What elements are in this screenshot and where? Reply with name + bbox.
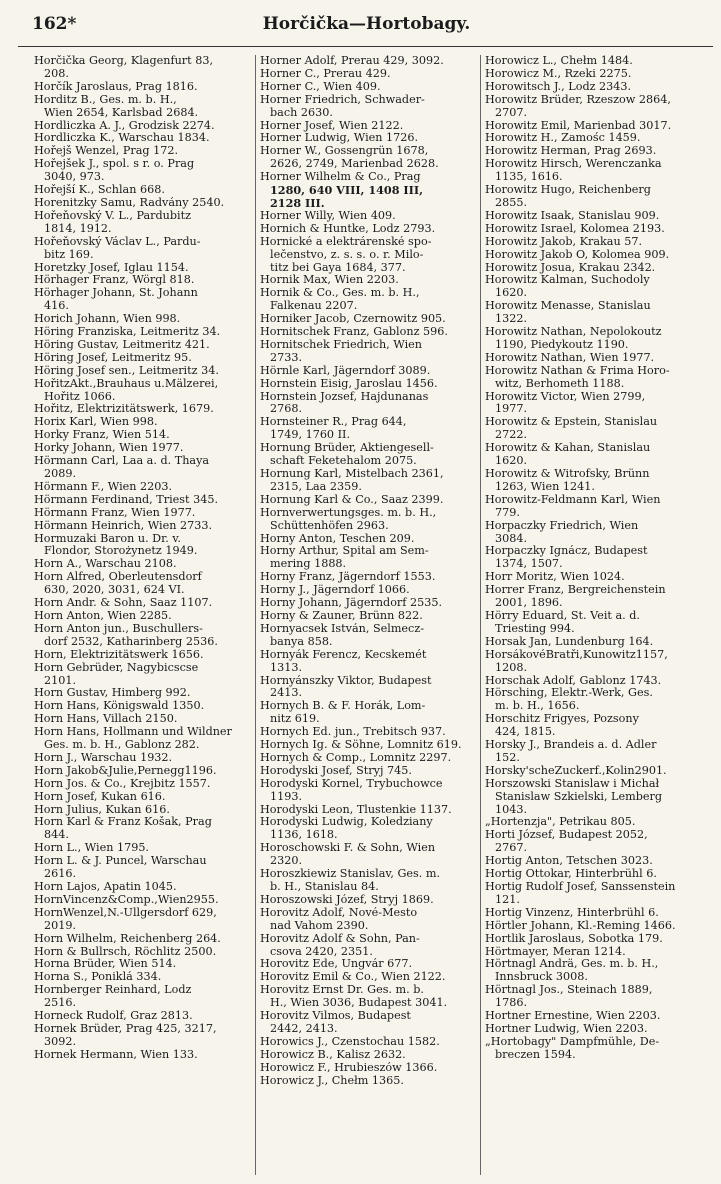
directory-entry-line: Horovitz Vilmos, Budapest — [260, 1010, 411, 1023]
entry-continuation-line: Innsbruck 3008. — [495, 971, 588, 984]
directory-entry-line: Höring Josef sen., Leitmeritz 34. — [34, 364, 219, 377]
directory-entry-line: Horowitz Isaak, Stanislau 909. — [485, 209, 660, 222]
directory-entry-line: Horn Jakob&Julie,Pernegg1196. — [34, 764, 217, 777]
directory-entry-line: Horny & Zauner, Brünn 822. — [260, 609, 423, 622]
directory-entry-line: Hornung Brüder, Aktiengesell- — [260, 442, 434, 455]
entry-continuation-line: 1263, Wien 1241. — [495, 480, 595, 493]
directory-entry-line: Hörtmayer, Meran 1214. — [485, 945, 626, 958]
directory-entry-line: Horn Jos. & Co., Krejbitz 1557. — [34, 777, 211, 790]
entry-continuation-line: breczen 1594. — [495, 1048, 576, 1061]
entry-continuation-line: 1280, 640 VIII, 1408 III, — [270, 184, 423, 197]
directory-entry-line: Horn Hans, Hollmann und Wildner — [34, 726, 232, 739]
directory-entry-line: Horsky'scheZuckerf.,Kolin2901. — [485, 764, 667, 777]
directory-entry-line: Horowitz & Epstein, Stanislau — [485, 416, 658, 429]
directory-entry-line: Hornek Hermann, Wien 133. — [34, 1048, 198, 1061]
directory-entry-line: Horny J., Jägerndorf 1066. — [260, 584, 410, 597]
directory-entry-line: Horn Gustav, Himberg 992. — [34, 687, 191, 700]
directory-entry-line: Horn Anton jun., Buschullers- — [34, 622, 203, 635]
directory-entry-line: Horn J., Warschau 1932. — [34, 751, 173, 764]
directory-entry-line: Horodyski Leon, Tlustenkie 1137. — [260, 803, 452, 816]
directory-entry-line: Höring Gustav, Leitmeritz 421. — [34, 338, 210, 351]
entry-continuation-line: 2128 III. — [270, 196, 325, 210]
directory-entry-line: Hornung Karl & Co., Saaz 2399. — [260, 493, 444, 506]
directory-entry-line: Horschak Adolf, Gablonz 1743. — [485, 674, 662, 687]
directory-entry-line: Horsak Jan, Lundenburg 164. — [485, 635, 654, 648]
entry-continuation-line: 1977. — [495, 403, 528, 416]
directory-entry-line: Horrer Franz, Bergreichenstein — [485, 584, 666, 597]
directory-entry-line: Horky Johann, Wien 1977. — [34, 442, 184, 455]
directory-entry-line: Horr Moritz, Wien 1024. — [485, 571, 625, 584]
directory-entry-line: Hornsteiner R., Prag 644, — [260, 416, 407, 429]
directory-entry-line: Horpaczky Friedrich, Wien — [485, 519, 639, 532]
directory-entry-line: Hörsching, Elektr.-Werk, Ges. — [485, 687, 653, 700]
directory-entry-line: Hornych & Comp., Lomnitz 2297. — [260, 751, 452, 764]
entry-continuation-line: 1814, 1912. — [44, 222, 112, 235]
directory-entry-line: Horodyski Ludwig, Koledziany — [260, 816, 433, 829]
directory-entry-line: Hornyánszky Viktor, Budapest — [260, 674, 432, 687]
entry-continuation-line: Falkenau 2207. — [270, 300, 358, 313]
directory-entry-line: Horschitz Frigyes, Pozsony — [485, 713, 639, 726]
directory-entry-line: Hornik Max, Wien 2203. — [260, 274, 399, 287]
directory-entry-line: Horny Franz, Jägerndorf 1553. — [260, 571, 436, 584]
entry-continuation-line: 2855. — [495, 196, 528, 209]
directory-entry-line: Hörmann Carl, Laa a. d. Thaya — [34, 455, 210, 468]
directory-entry-line: Horn L. & J. Puncel, Warschau — [34, 855, 207, 868]
directory-entry-line: Hortig Anton, Tetschen 3023. — [485, 855, 653, 868]
directory-entry-line: Hortig Vinzenz, Hinterbrühl 6. — [485, 906, 659, 919]
directory-entry-line: Hörmann F., Wien 2203. — [34, 480, 173, 493]
directory-entry-line: Horner W., Gossengrün 1678, — [260, 145, 429, 158]
entry-continuation-line: 2442, 2413. — [270, 1022, 338, 1035]
directory-entry-line: Horowitz Kalman, Suchodoly — [485, 274, 650, 287]
header-rule — [18, 46, 713, 47]
directory-entry-line: Horodyski Kornel, Trybuchowce — [260, 777, 443, 790]
directory-entry-line: Hortig Rudolf Josef, Sanssenstein — [485, 881, 676, 893]
directory-entry-line: Horner C., Prerau 429. — [260, 67, 391, 80]
entry-continuation-line: 2101. — [44, 674, 77, 687]
directory-entry-line: Horner C., Wien 409. — [260, 80, 381, 93]
entry-continuation-line: 2413. — [270, 687, 303, 700]
directory-entry-line: Horowics J., Czenstochau 1582. — [260, 1035, 440, 1048]
entry-continuation-line: Triesting 994. — [495, 622, 575, 635]
directory-entry-line: Horowitz Nathan, Wien 1977. — [485, 351, 655, 364]
directory-entry-line: Horovitz Adolf, Nové-Mesto — [260, 906, 418, 919]
directory-entry-line: Horowitsch J., Lodz 2343. — [485, 80, 632, 93]
directory-entry-line: Horowitz Nathan & Frima Horo- — [485, 364, 670, 377]
page-header — [24, 14, 709, 40]
column-right — [480, 55, 705, 1175]
directory-entry-line: Horn Lajos, Apatin 1045. — [34, 881, 177, 893]
directory-entry-line: Hornické a elektrárenské spo- — [260, 235, 432, 248]
directory-entry-line: Horenitzky Samu, Radvány 2540. — [34, 196, 225, 209]
entry-continuation-line: dorf 2532, Katharinberg 2536. — [44, 635, 218, 648]
directory-entry-line: Hörhager Franz, Wörgl 818. — [34, 274, 195, 287]
directory-entry-line: Hörtler Johann, Kl.-Reming 1466. — [485, 919, 676, 932]
directory-entry-line: Horowitz Josua, Krakau 2342. — [485, 261, 656, 274]
entry-continuation-line: Hořitz 1066. — [44, 390, 116, 403]
entry-continuation-line: Wien 2654, Karlsbad 2684. — [44, 106, 199, 119]
entry-continuation-line: nitz 619. — [270, 713, 320, 726]
directory-entry-line: Horny Johann, Jägerndorf 2535. — [260, 597, 442, 610]
directory-entry-line: Hornych Ig. & Söhne, Lomnitz 619. — [260, 739, 462, 752]
directory-entry-line: Hornych B. & F. Horák, Lom- — [260, 700, 426, 713]
entry-continuation-line: H., Wien 3036, Budapest 3041. — [270, 997, 448, 1010]
entry-continuation-line: bitz 169. — [44, 248, 94, 261]
directory-entry-line: Horowitz-Feldmann Karl, Wien — [485, 493, 661, 506]
directory-entry-line: Hořejšek J., spol. s r. o. Prag — [34, 158, 195, 171]
entry-continuation-line: 1322. — [495, 313, 528, 326]
directory-entry-line: Hornitschek Friedrich, Wien — [260, 338, 422, 351]
entry-continuation-line: schaft Feketehalom 2075. — [270, 455, 417, 468]
directory-entry-line: Horner Ludwig, Wien 1726. — [260, 132, 419, 145]
directory-entry-line: Horich Johann, Wien 998. — [34, 313, 181, 326]
entry-continuation-line: lečenstvo, z. s. s. o. r. Milo- — [270, 248, 424, 261]
directory-entry-line: Horoszkiewiz Stanislav, Ges. m. — [260, 868, 441, 881]
directory-entry-line: Hornung Karl, Mistelbach 2361, — [260, 468, 444, 480]
entry-continuation-line: m. b. H., 1656. — [495, 700, 580, 713]
directory-entry-line: Horn, Elektrizitätswerk 1656. — [34, 648, 204, 661]
directory-entry-line: Hořitz, Elektrizitätswerk, 1679. — [34, 403, 214, 416]
directory-entry-line: Horovitz Adolf & Sohn, Pan- — [260, 932, 420, 945]
directory-entry-line: Horowitz Jakob, Krakau 57. — [485, 235, 642, 248]
entry-continuation-line: 2722. — [495, 429, 528, 442]
entry-continuation-line: 152. — [495, 751, 520, 764]
page-number: 162* — [32, 14, 77, 34]
directory-entry-line: Hořeňovský V. L., Pardubitz — [34, 209, 191, 222]
directory-entry-line: Höring Josef, Leitmeritz 95. — [34, 351, 192, 364]
directory-entry-line: Horn Alfred, Oberleutensdorf — [34, 571, 202, 584]
entry-continuation-line: 424, 1815. — [495, 726, 556, 739]
entry-continuation-line: 2626, 2749, Marienbad 2628. — [270, 158, 439, 171]
directory-entry-line: Hornyacsek István, Selmecz- — [260, 622, 424, 635]
entry-continuation-line: 1190, Piedykoutz 1190. — [495, 338, 629, 351]
entry-continuation-line: 1749, 1760 II. — [270, 429, 351, 442]
column-middle — [255, 55, 480, 1175]
entry-continuation-line: titz bei Gaya 1684, 377. — [270, 261, 406, 274]
entry-continuation-line: b. H., Stanislau 84. — [270, 881, 379, 893]
directory-entry-line: Hormuzaki Baron u. Dr. v. — [34, 532, 181, 545]
directory-entry-line: Hörmann Franz, Wien 1977. — [34, 506, 196, 519]
entry-continuation-line: 1786. — [495, 997, 528, 1010]
entry-continuation-line: csova 2420, 2351. — [270, 945, 373, 958]
entry-continuation-line: 208. — [44, 67, 69, 80]
directory-entry-line: Horowicz L., Chełm 1484. — [485, 55, 633, 67]
directory-entry-line: Hornich & Huntke, Lodz 2793. — [260, 222, 436, 235]
directory-entry-line: Horowitz Israel, Kolomea 2193. — [485, 222, 665, 235]
directory-entry-line: Hornverwertungsges. m. b. H., — [260, 506, 437, 519]
directory-entry-line: HorsákovéBratři,Kunowitz1157, — [485, 648, 668, 661]
directory-entry-line: Horn Hans, Villach 2150. — [34, 713, 178, 726]
directory-entry-line: Horn Hans, Königswald 1350. — [34, 700, 205, 713]
entry-continuation-line: nad Vahom 2390. — [270, 919, 369, 932]
directory-entry-line: Hortig Ottokar, Hinterbrühl 6. — [485, 868, 657, 881]
directory-entry-line: Hornyák Ferencz, Kecskemét — [260, 648, 427, 661]
entry-continuation-line: 1620. — [495, 455, 528, 468]
directory-entry-line: Horn Wilhelm, Reichenberg 264. — [34, 932, 221, 945]
directory-entry-line: Horowitz Hugo, Reichenberg — [485, 184, 651, 197]
directory-entry-line: HořitzAkt.,Brauhaus u.Mälzerei, — [34, 377, 219, 390]
entry-continuation-line: 2516. — [44, 997, 77, 1010]
directory-entry-line: Hornych Ed. jun., Trebitsch 937. — [260, 726, 446, 739]
directory-entry-line: Horn Anton, Wien 2285. — [34, 609, 172, 622]
directory-entry-line: Horti József, Budapest 2052, — [485, 829, 648, 842]
directory-entry-line: Horny Anton, Teschen 209. — [260, 532, 415, 545]
directory-entry-line: Hornitschek Franz, Gablonz 596. — [260, 326, 448, 339]
directory-entry-line: Horneck Rudolf, Graz 2813. — [34, 1010, 193, 1023]
directory-entry-line: Hörnle Karl, Jägerndorf 3089. — [260, 364, 431, 377]
entry-continuation-line: 2315, Laa 2359. — [270, 480, 362, 493]
directory-entry-line: Horner Adolf, Prerau 429, 3092. — [260, 55, 444, 67]
directory-entry-line: Horner Friedrich, Schwader- — [260, 93, 425, 106]
directory-entry-line: „Hortobagy" Dampfmühle, De- — [485, 1035, 660, 1048]
directory-entry-line: Hörtnagl Jos., Steinach 1889, — [485, 984, 653, 997]
directory-entry-line: Hörmann Heinrich, Wien 2733. — [34, 519, 213, 532]
directory-entry-line: Horowitz H., Zamośc 1459. — [485, 132, 641, 145]
directory-entry-line: Horny Arthur, Spital am Sem- — [260, 545, 429, 558]
entry-continuation-line: Ges. m. b. H., Gablonz 282. — [44, 739, 200, 752]
entry-continuation-line: 2616. — [44, 868, 77, 881]
entry-continuation-line: witz, Berhometh 1188. — [495, 377, 625, 390]
directory-entry-line: Horowicz J., Chełm 1365. — [260, 1074, 404, 1087]
directory-entry-line: Horowitz & Kahan, Stanislau — [485, 442, 651, 455]
directory-entry-line: Horna Brüder, Wien 514. — [34, 958, 177, 971]
directory-entry-line: Hörmann Ferdinand, Triest 345. — [34, 493, 219, 506]
directory-entry-line: Horner Wilhelm & Co., Prag — [260, 171, 421, 184]
directory-entry-line: Hornberger Reinhard, Lodz — [34, 984, 192, 997]
entry-continuation-line: 1374, 1507. — [495, 558, 563, 571]
entry-continuation-line: bach 2630. — [270, 106, 333, 119]
directory-entry-line: Horovitz Emil & Co., Wien 2122. — [260, 971, 446, 984]
entry-continuation-line: banya 858. — [270, 635, 333, 648]
directory-entry-line: Hornik & Co., Ges. m. b. H., — [260, 287, 420, 300]
directory-entry-line: Hornstein Eisig, Jaroslau 1456. — [260, 377, 438, 390]
directory-entry-line: Horniker Jacob, Czernowitz 905. — [260, 313, 446, 326]
directory-entry-line: Horowitz Menasse, Stanislau — [485, 300, 651, 313]
entry-continuation-line: 2320. — [270, 855, 303, 868]
directory-entry-line: Horowitz Victor, Wien 2799, — [485, 390, 646, 403]
directory-entry-line: Hörhager Johann, St. Johann — [34, 287, 198, 300]
column-left — [30, 55, 255, 1175]
directory-entry-line: Hořejš Wenzel, Prag 172. — [34, 145, 179, 158]
entry-continuation-line: 2767. — [495, 842, 528, 855]
entry-continuation-line: 1193. — [270, 790, 303, 803]
directory-entry-line: Horix Karl, Wien 998. — [34, 416, 158, 429]
directory-entry-line: Horszowski Stanislaw i Michał — [485, 777, 660, 790]
entry-continuation-line: 779. — [495, 506, 520, 519]
directory-entry-line: Horky Franz, Wien 514. — [34, 429, 170, 442]
directory-entry-line: Hordliczka A. J., Grodzisk 2274. — [34, 119, 215, 132]
directory-entry-line: Horn Julius, Kukan 616. — [34, 803, 170, 816]
directory-entry-line: Horowicz M., Rzeki 2275. — [485, 67, 632, 80]
entry-continuation-line: 2707. — [495, 106, 528, 119]
directory-entry-line: Horowitz Jakob O, Kolomea 909. — [485, 248, 670, 261]
directory-entry-line: Hortner Ernestine, Wien 2203. — [485, 1010, 661, 1023]
directory-entry-line: Horowitz Herman, Prag 2693. — [485, 145, 657, 158]
directory-entry-line: Horn L., Wien 1795. — [34, 842, 149, 855]
directory-entry-line: Horner Willy, Wien 409. — [260, 209, 396, 222]
entry-continuation-line: Schüttenhöfen 2963. — [270, 519, 389, 532]
directory-entry-line: Hornstein Jozsef, Hajdunanas — [260, 390, 429, 403]
directory-entry-line: Horsky J., Brandeis a. d. Adler — [485, 739, 657, 752]
entry-continuation-line: 1620. — [495, 287, 528, 300]
directory-entry-line: Horovitz Ernst Dr. Ges. m. b. — [260, 984, 424, 997]
entry-continuation-line: 1135, 1616. — [495, 171, 563, 184]
entry-continuation-line: 3092. — [44, 1035, 77, 1048]
directory-entry-line: Hörry Eduard, St. Veit a. d. — [485, 609, 640, 622]
directory-entry-line: Horčička Georg, Klagenfurt 83, — [34, 55, 213, 67]
directory-entry-line: Horowitz Hirsch, Werenczanka — [485, 158, 662, 171]
entry-continuation-line: Flondor, Storożynetz 1949. — [44, 545, 198, 558]
entry-continuation-line: 3040, 973. — [44, 171, 105, 184]
directory-entry-line: Horovitz Ede, Ungvár 677. — [260, 958, 413, 971]
directory-entry-line: Horn & Bullrsch, Röchlitz 2500. — [34, 945, 217, 958]
entry-continuation-line: 2768. — [270, 403, 303, 416]
directory-entry-line: Horowicz B., Kalisz 2632. — [260, 1048, 406, 1061]
directory-entry-line: HornWenzel,N.-Ullgersdorf 629, — [34, 906, 217, 919]
running-head: Horčička—Hortobagy. — [262, 14, 471, 34]
directory-entry-line: Horn Gebrüder, Nagybicscse — [34, 661, 199, 674]
entry-columns — [30, 55, 705, 1175]
directory-entry-line: Horner Josef, Wien 2122. — [260, 119, 404, 132]
entry-continuation-line: 1043. — [495, 803, 528, 816]
directory-entry-line: Horn A., Warschau 2108. — [34, 558, 177, 571]
entry-continuation-line: 844. — [44, 829, 69, 842]
directory-entry-line: Hořejší K., Schlan 668. — [34, 184, 165, 197]
directory-entry-line: Horoszowski Józef, Stryj 1869. — [260, 893, 434, 906]
directory-entry-line: Hörtnagl Andrä, Ges. m. b. H., — [485, 958, 659, 971]
directory-entry-line: Horowitz Nathan, Nepolokoutz — [485, 326, 662, 339]
directory-entry-line: Hordliczka K., Warschau 1834. — [34, 132, 210, 145]
directory-entry-line: Horna S., Poniklá 334. — [34, 971, 162, 984]
directory-entry-line: Hortlik Jaroslaus, Sobotka 179. — [485, 932, 663, 945]
directory-entry-line: Horpaczky Ignácz, Budapest — [485, 545, 648, 558]
entry-continuation-line: 630, 2020, 3031, 624 VI. — [44, 584, 185, 597]
entry-continuation-line: 3084. — [495, 532, 528, 545]
entry-continuation-line: 121. — [495, 893, 520, 906]
entry-continuation-line: mering 1888. — [270, 558, 347, 571]
entry-continuation-line: Stanislaw Szkielski, Lemberg — [495, 790, 663, 803]
directory-entry-line: HornVincenz&Comp.,Wien2955. — [34, 893, 219, 906]
directory-entry-line: Horetzky Josef, Iglau 1154. — [34, 261, 189, 274]
directory-entry-line: Horoschowski F. & Sohn, Wien — [260, 842, 436, 855]
directory-entry-line: Horditz B., Ges. m. b. H., — [34, 93, 177, 106]
entry-continuation-line: 1208. — [495, 661, 528, 674]
directory-entry-line: Horowitz Brüder, Rzeszow 2864, — [485, 93, 671, 106]
directory-entry-line: Horn Andr. & Sohn, Saaz 1107. — [34, 597, 213, 610]
directory-entry-line: Horowitz & Witrofsky, Brünn — [485, 468, 650, 480]
entry-continuation-line: 2019. — [44, 919, 77, 932]
entry-continuation-line: 416. — [44, 300, 69, 313]
entry-continuation-line: 2733. — [270, 351, 303, 364]
directory-entry-line: Horowitz Emil, Marienbad 3017. — [485, 119, 672, 132]
directory-entry-line: Hortner Ludwig, Wien 2203. — [485, 1022, 648, 1035]
directory-entry-line: Horowicz F., Hrubieszów 1366. — [260, 1061, 438, 1074]
directory-entry-line: „Hortenzja", Petrikau 805. — [485, 816, 636, 829]
directory-entry-line: Hornek Brüder, Prag 425, 3217, — [34, 1022, 217, 1035]
directory-entry-line: Horodyski Josef, Stryj 745. — [260, 764, 412, 777]
directory-entry-line: Horn Karl & Franz Košak, Prag — [34, 816, 212, 829]
entry-continuation-line: 1136, 1618. — [270, 829, 338, 842]
entry-continuation-line: 2089. — [44, 468, 77, 480]
directory-entry-line: Horn Josef, Kukan 616. — [34, 790, 166, 803]
directory-entry-line: Hořeňovský Václav L., Pardu- — [34, 235, 201, 248]
directory-entry-line: Höring Franziska, Leitmeritz 34. — [34, 326, 221, 339]
directory-entry-line: Horčík Jaroslaus, Prag 1816. — [34, 80, 198, 93]
entry-continuation-line: 2001, 1896. — [495, 597, 563, 610]
entry-continuation-line: 1313. — [270, 661, 303, 674]
